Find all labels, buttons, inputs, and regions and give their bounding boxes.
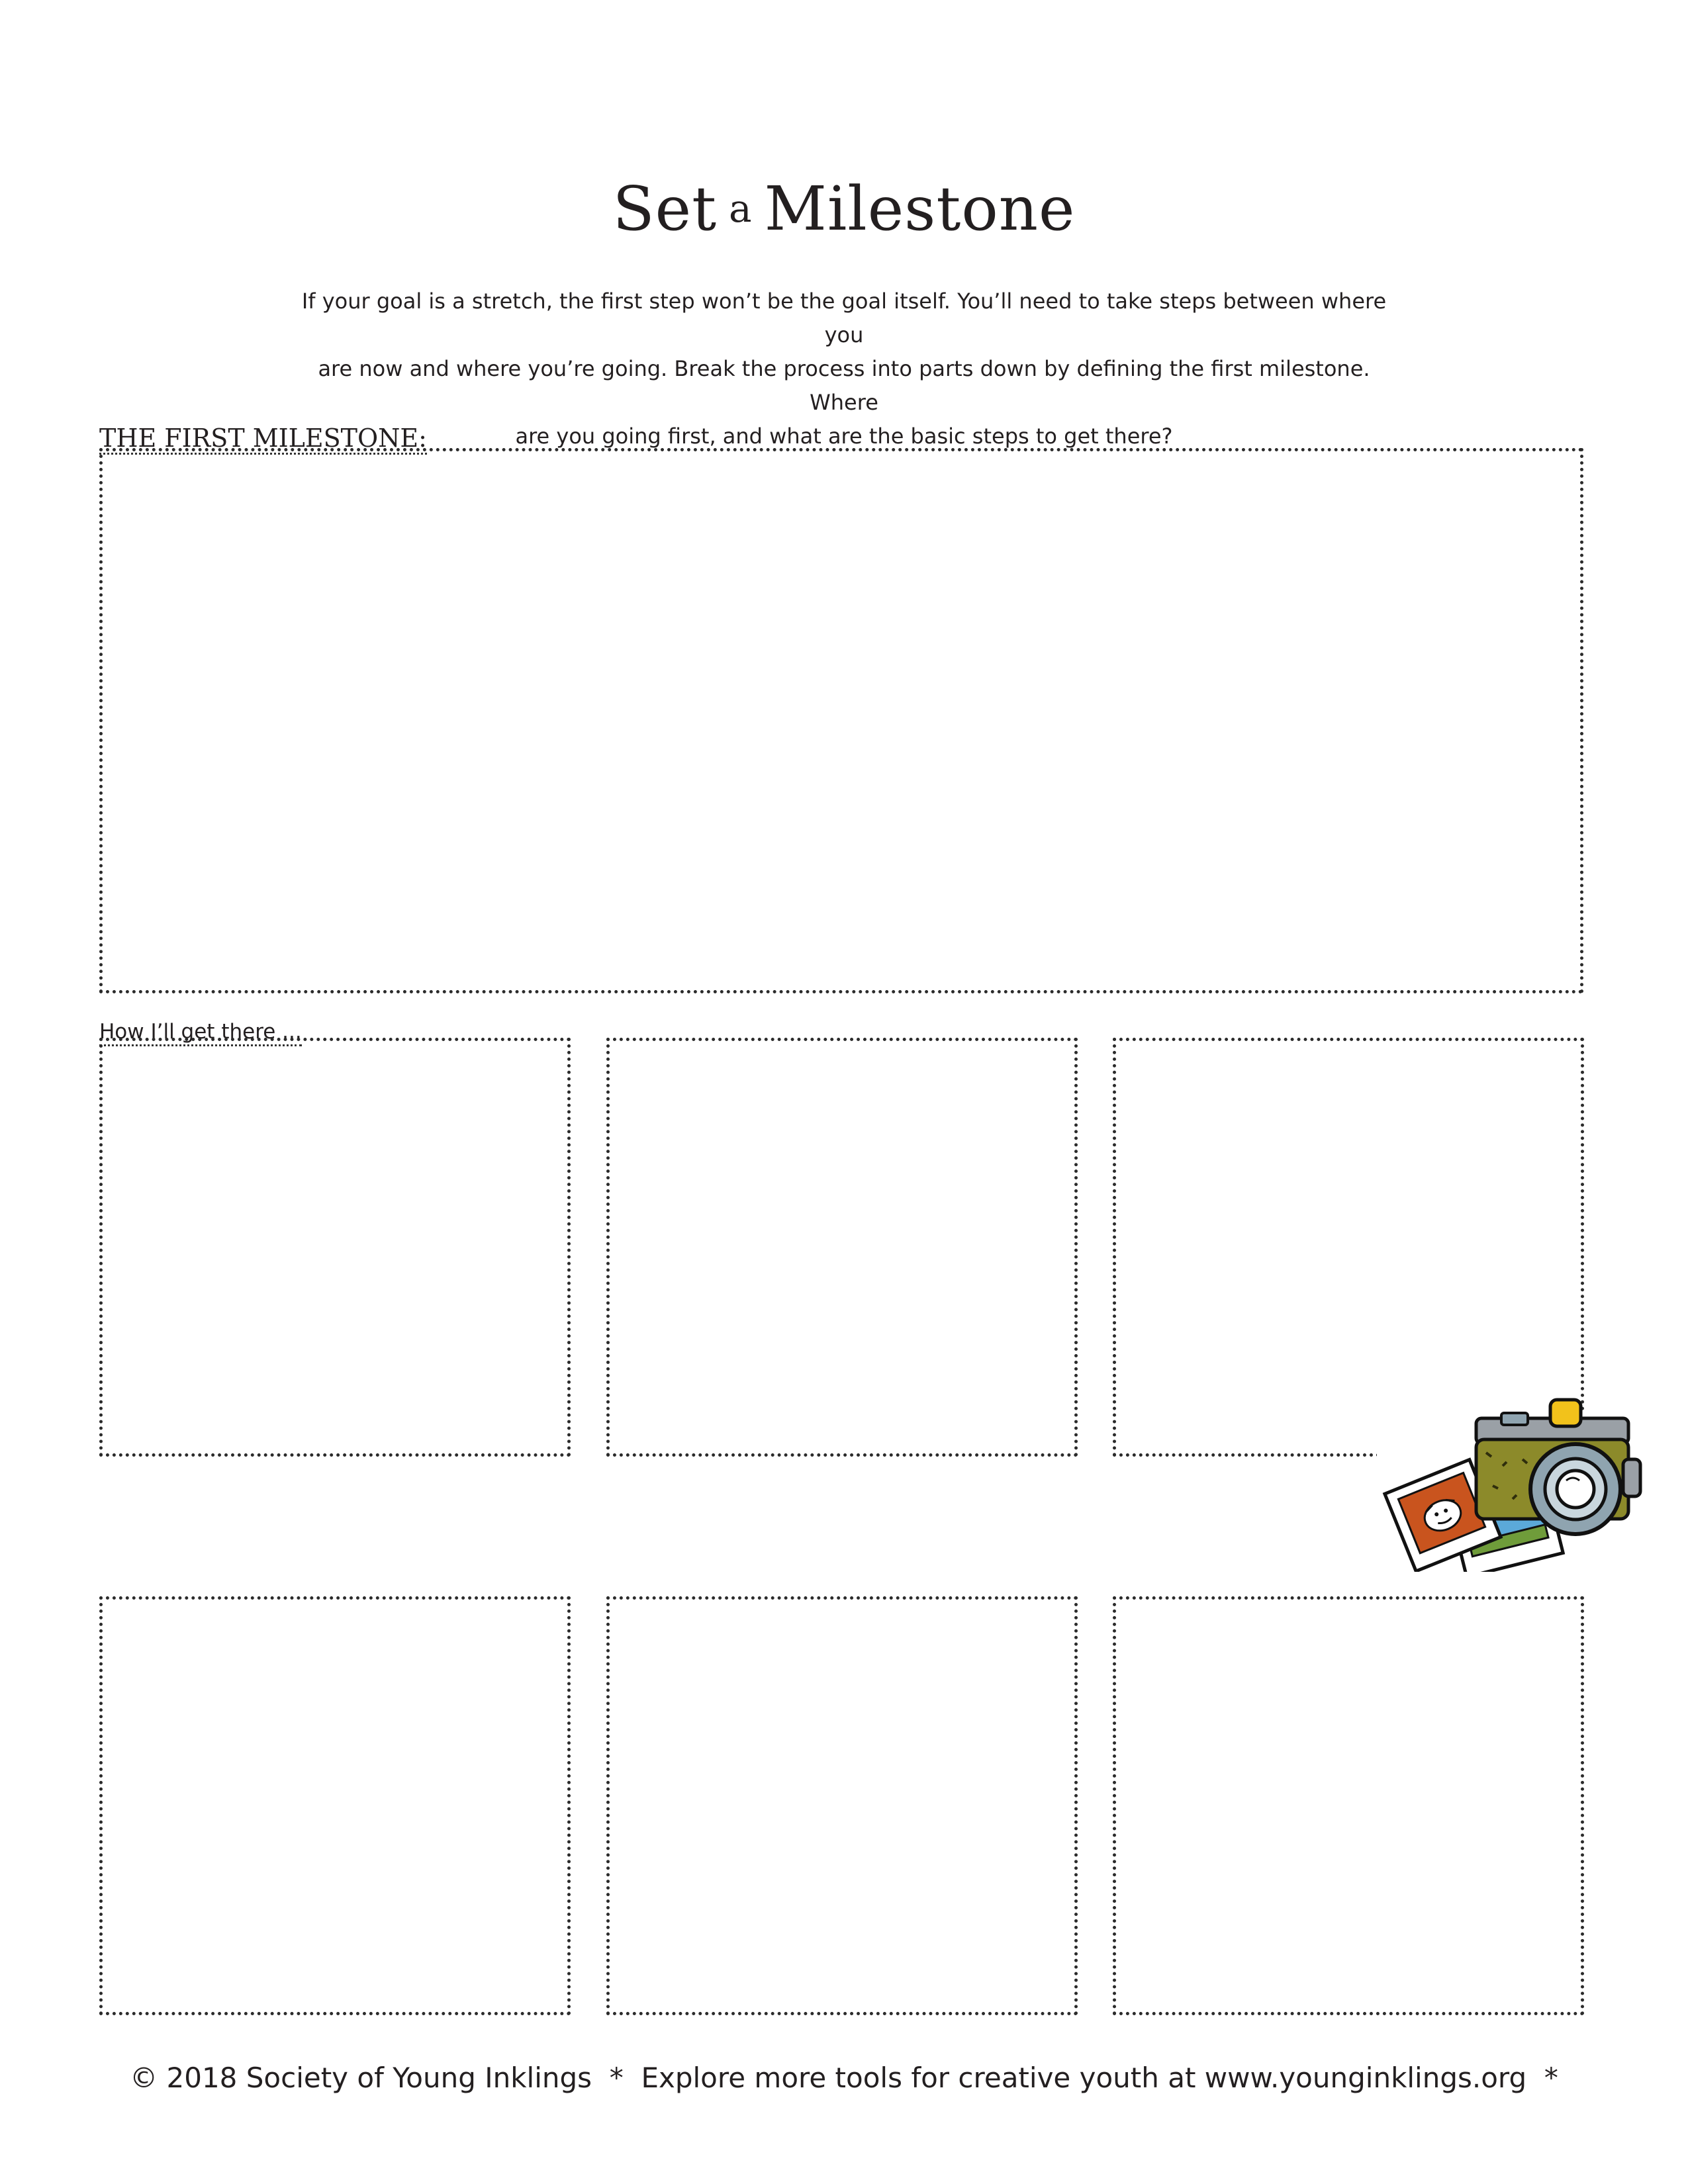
- steps-label: How I’ll get there ...: [99, 1019, 302, 1046]
- first-milestone-label: THE FIRST MILESTONE:: [99, 424, 427, 455]
- intro-line-2: are now and where you’re going. Break the process into parts down by defining the first milestone. Where: [318, 356, 1370, 415]
- step-box-5[interactable]: [606, 1596, 1078, 2015]
- step-box-1[interactable]: [99, 1038, 571, 1457]
- step-box-2[interactable]: [606, 1038, 1078, 1457]
- first-milestone-writing-box[interactable]: [99, 448, 1583, 993]
- footer-copyright: © 2018 Society of Young Inklings * Explore more tools for creative youth at www.younginklings.org *: [130, 2062, 1558, 2094]
- title-word-a: a: [729, 186, 753, 231]
- shutter-button: [1550, 1400, 1581, 1426]
- intro-line-3: are you going first, and what are the basic steps to get there?: [515, 424, 1173, 449]
- title-word-set: Set: [612, 173, 718, 244]
- step-box-6[interactable]: [1113, 1596, 1584, 2015]
- camera-with-photos-icon: [1377, 1387, 1655, 1572]
- step-box-4[interactable]: [99, 1596, 571, 2015]
- title-word-milestone: Milestone: [764, 173, 1076, 244]
- intro-line-1: If your goal is a stretch, the first step won’t be the goal itself. You’ll need to take steps between where you: [301, 289, 1387, 347]
- intro-paragraph: [291, 285, 1397, 453]
- page-title: [0, 173, 1688, 244]
